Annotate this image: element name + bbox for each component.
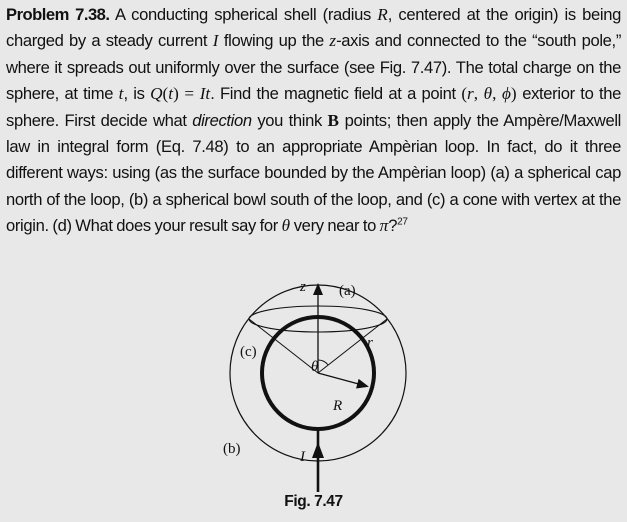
problem-segment: . Find the magnetic field at a point bbox=[210, 84, 462, 104]
problem-segment: Q bbox=[150, 84, 163, 104]
figure-7-47 bbox=[0, 272, 627, 492]
label-I: I bbox=[300, 449, 305, 465]
label-c: (c) bbox=[240, 344, 257, 360]
problem-segment: π bbox=[379, 216, 389, 236]
problem-segment: exterior to the sphere. First decide what bbox=[6, 84, 622, 130]
problem-text bbox=[6, 2, 621, 240]
label-r: r bbox=[367, 335, 373, 351]
problem-segment: ( bbox=[461, 84, 468, 104]
problem-segment: , bbox=[473, 84, 484, 104]
problem-segment: ) = bbox=[173, 84, 200, 104]
label-a: (a) bbox=[339, 283, 356, 299]
label-theta: θ bbox=[311, 359, 319, 375]
problem-segment: z bbox=[329, 31, 337, 51]
label-b: (b) bbox=[223, 441, 241, 457]
problem-label: Problem 7.38. bbox=[6, 5, 110, 24]
problem-segment: you think bbox=[251, 110, 328, 130]
label-R: R bbox=[333, 398, 343, 414]
problem-segment: 27 bbox=[397, 216, 408, 228]
problem-segment: very near to bbox=[290, 216, 380, 236]
problem-segment: I bbox=[212, 31, 219, 51]
problem-segment: r bbox=[467, 84, 474, 104]
problem-body bbox=[6, 5, 621, 235]
radius-arrow bbox=[318, 373, 366, 386]
problem-segment: -axis and connected to the “south pole,” where it spreads out uniformly over the surface (see Fig. 7.47). The total charge on the sphere, at time bbox=[6, 31, 621, 104]
theta-arc bbox=[318, 360, 328, 365]
problem-segment: points; then apply the Ampère/Maxwell law in integral form (Eq. 7.48) to an appropriate Ampèrian loop. In fact, do it three different ways: using (as the surface bounded by the Ampèrian loop) (a) a spherical cap north of the loop, (b) a spherical bowl south of the loop, and (c) a cone with vertex at the origin. (d) What does your result say for bbox=[6, 110, 621, 236]
problem-segment: B bbox=[327, 110, 339, 130]
problem-segment: t bbox=[118, 84, 124, 104]
problem-segment: θ bbox=[281, 216, 291, 236]
current-arrow-icon bbox=[312, 442, 324, 458]
figure-caption: Fig. 7.47 bbox=[284, 493, 343, 510]
problem-segment: flowing up the bbox=[218, 31, 330, 51]
problem-segment: , is bbox=[123, 84, 151, 104]
problem-segment: θ bbox=[483, 84, 493, 104]
problem-segment: , bbox=[492, 84, 503, 104]
problem-segment: t bbox=[168, 84, 174, 104]
problem-segment: ? bbox=[388, 216, 398, 236]
problem-segment: ( bbox=[162, 84, 169, 104]
label-z: z bbox=[300, 279, 306, 295]
problem-segment: , centered at the origin) is being charged by a steady current bbox=[6, 5, 621, 51]
problem-segment: A conducting spherical shell (radius bbox=[109, 5, 378, 24]
problem-segment: R bbox=[377, 5, 388, 24]
problem-segment: direction bbox=[192, 110, 252, 130]
problem-segment: It bbox=[199, 84, 211, 104]
problem-segment: ϕ bbox=[502, 84, 511, 104]
problem-segment: ) bbox=[510, 84, 517, 104]
